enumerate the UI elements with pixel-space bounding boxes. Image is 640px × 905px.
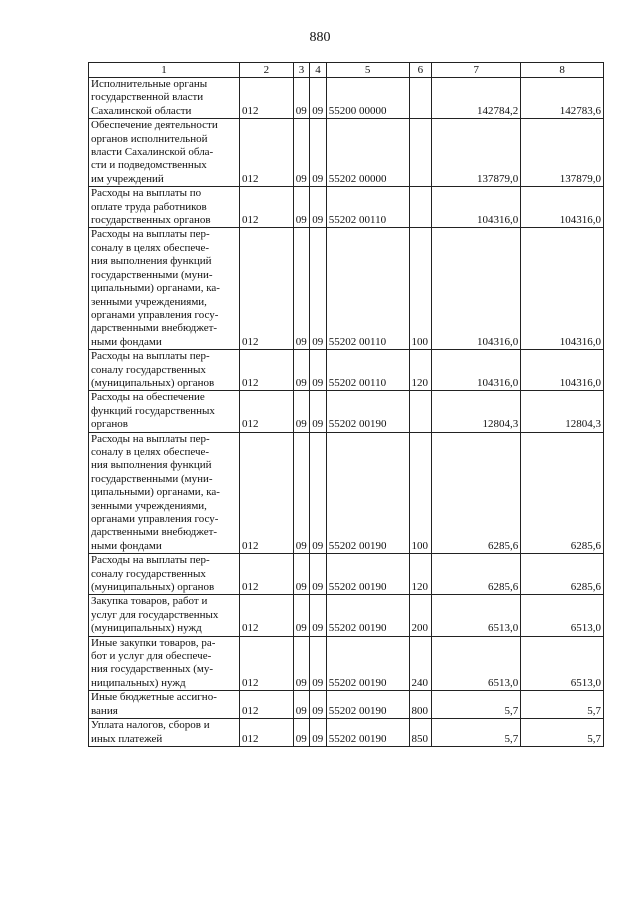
description-line: ными фондами [91, 539, 162, 552]
subsection-code-cell: 09 [310, 391, 327, 432]
expense-type-cell: 100 [409, 228, 432, 350]
ministry-code-cell: 012 [239, 391, 293, 432]
description-line: Сахалинской области [91, 104, 192, 117]
description-line: ния выполнения функций [91, 255, 212, 268]
expense-type-cell [409, 78, 432, 119]
table-row [89, 350, 604, 391]
ministry-code-cell: 012 [239, 228, 293, 350]
ministry-code-cell: 012 [239, 691, 293, 719]
description-line: Обеспечение деятельности [91, 119, 218, 132]
description-line: ципальными) органами, ка- [91, 282, 220, 295]
amount-cell-year-2: 104316,0 [521, 228, 604, 350]
section-code-cell: 09 [293, 350, 310, 391]
amount-cell-year-2: 142783,6 [521, 78, 604, 119]
ministry-code-cell: 012 [239, 595, 293, 636]
target-article-cell: 55202 00190 [326, 719, 409, 747]
table-body [89, 78, 604, 747]
ministry-code-cell: 012 [239, 78, 293, 119]
section-code-cell: 09 [293, 78, 310, 119]
amount-cell-year-2: 6513,0 [521, 595, 604, 636]
description-line: органами управления госу- [91, 513, 219, 525]
description-line: Расходы на выплаты пер- [91, 432, 210, 445]
amount-cell-year-2: 5,7 [521, 691, 604, 719]
target-article-cell: 55202 00000 [326, 119, 409, 187]
ministry-code-cell: 012 [239, 554, 293, 595]
description-line: Расходы на выплаты пер- [91, 228, 210, 241]
description-line: ципальными) органами, ка- [91, 486, 220, 499]
description-line: сти и подведомственных [91, 159, 207, 172]
description-line: Закупка товаров, работ и [91, 595, 208, 608]
amount-cell-year-1: 137879,0 [432, 119, 521, 187]
description-line: зенными учреждениями, [91, 295, 207, 308]
table-row [89, 228, 604, 350]
description-line: оплате труда работников [91, 200, 207, 213]
expense-type-cell [409, 119, 432, 187]
description-cell [89, 119, 240, 187]
target-article-cell: 55200 00000 [326, 78, 409, 119]
description-line: ния выполнения функций [91, 459, 212, 472]
description-cell [89, 691, 240, 719]
target-article-cell: 55202 00110 [326, 350, 409, 391]
amount-cell-year-2: 6285,6 [521, 554, 604, 595]
description-line: Расходы на выплаты пер- [91, 350, 210, 363]
description-line: соналу в целях обеспече- [91, 445, 210, 458]
description-line: Уплата налогов, сборов и [91, 719, 210, 732]
description-cell [89, 719, 240, 747]
expense-type-cell [409, 187, 432, 228]
ministry-code-cell: 012 [239, 432, 293, 554]
column-header: 1 [89, 63, 240, 78]
ministry-code-cell: 012 [239, 119, 293, 187]
description-line: бот и услуг для обеспече- [91, 650, 212, 663]
expense-type-cell: 100 [409, 432, 432, 554]
subsection-code-cell: 09 [310, 719, 327, 747]
amount-cell-year-2: 137879,0 [521, 119, 604, 187]
section-code-cell: 09 [293, 691, 310, 719]
expense-type-cell: 850 [409, 719, 432, 747]
column-header: 7 [432, 63, 521, 78]
ministry-code-cell: 012 [239, 719, 293, 747]
column-header: 8 [521, 63, 604, 78]
table-row [89, 719, 604, 747]
table-row [89, 187, 604, 228]
description-line: Расходы на выплаты пер- [91, 554, 210, 567]
subsection-code-cell: 09 [310, 636, 327, 691]
column-header: 5 [326, 63, 409, 78]
description-line: Иные закупки товаров, ра- [91, 636, 216, 649]
amount-cell-year-1: 12804,3 [432, 391, 521, 432]
subsection-code-cell: 09 [310, 119, 327, 187]
amount-cell-year-1: 5,7 [432, 691, 521, 719]
table-row [89, 636, 604, 691]
target-article-cell: 55202 00110 [326, 228, 409, 350]
description-line: вания [91, 704, 118, 717]
subsection-code-cell: 09 [310, 187, 327, 228]
description-line: соналу государственных [91, 567, 206, 580]
description-line: соналу в целях обеспече- [91, 241, 210, 254]
section-code-cell: 09 [293, 391, 310, 432]
table-row [89, 432, 604, 554]
description-cell [89, 595, 240, 636]
section-code-cell: 09 [293, 228, 310, 350]
subsection-code-cell: 09 [310, 228, 327, 350]
description-line: Иные бюджетные ассигно- [91, 691, 217, 704]
subsection-code-cell: 09 [310, 691, 327, 719]
target-article-cell: 55202 00190 [326, 554, 409, 595]
expense-type-cell: 240 [409, 636, 432, 691]
table-row [89, 554, 604, 595]
section-code-cell: 09 [293, 554, 310, 595]
target-article-cell: 55202 00190 [326, 636, 409, 691]
description-line: ниципальных) нужд [91, 676, 186, 689]
description-line: ния государственных (му- [91, 663, 214, 676]
description-line: Расходы на выплаты по [91, 187, 202, 200]
table-row [89, 391, 604, 432]
subsection-code-cell: 09 [310, 595, 327, 636]
expense-type-cell: 120 [409, 350, 432, 391]
section-code-cell: 09 [293, 119, 310, 187]
description-line: государственной власти [91, 91, 204, 104]
amount-cell-year-2: 5,7 [521, 719, 604, 747]
description-line: органов исполнительной [91, 132, 208, 145]
description-line: соналу государственных [91, 363, 206, 376]
budget-table [88, 62, 604, 747]
description-line: функций государственных [91, 404, 215, 417]
expense-type-cell [409, 391, 432, 432]
header-row [89, 63, 604, 78]
amount-cell-year-2: 104316,0 [521, 350, 604, 391]
table-row [89, 691, 604, 719]
description-line: Исполнительные органы [91, 78, 208, 90]
description-line: государственными (муни- [91, 472, 213, 485]
description-cell [89, 636, 240, 691]
ministry-code-cell: 012 [239, 636, 293, 691]
ministry-code-cell: 012 [239, 187, 293, 228]
amount-cell-year-2: 12804,3 [521, 391, 604, 432]
column-header: 6 [409, 63, 432, 78]
amount-cell-year-1: 6285,6 [432, 432, 521, 554]
description-line: дарственными внебюджет- [91, 322, 218, 335]
description-line: дарственными внебюджет- [91, 526, 218, 539]
target-article-cell: 55202 00110 [326, 187, 409, 228]
description-line: власти Сахалинской обла- [91, 146, 214, 159]
subsection-code-cell: 09 [310, 78, 327, 119]
expense-type-cell: 800 [409, 691, 432, 719]
description-cell [89, 432, 240, 554]
amount-cell-year-1: 104316,0 [432, 187, 521, 228]
amount-cell-year-1: 5,7 [432, 719, 521, 747]
description-line: ными фондами [91, 335, 162, 348]
description-line: услуг для государственных [91, 608, 219, 621]
description-line: (муниципальных) органов [91, 376, 215, 389]
target-article-cell: 55202 00190 [326, 391, 409, 432]
description-line: органов [91, 418, 128, 431]
description-cell [89, 187, 240, 228]
table-row [89, 595, 604, 636]
amount-cell-year-1: 6513,0 [432, 595, 521, 636]
amount-cell-year-2: 104316,0 [521, 187, 604, 228]
description-line: органами управления госу- [91, 308, 219, 321]
ministry-code-cell: 012 [239, 350, 293, 391]
description-cell [89, 78, 240, 119]
description-cell [89, 554, 240, 595]
description-cell [89, 391, 240, 432]
amount-cell-year-1: 104316,0 [432, 350, 521, 391]
target-article-cell: 55202 00190 [326, 432, 409, 554]
column-header: 3 [293, 63, 310, 78]
description-line: иных платежей [91, 732, 163, 745]
section-code-cell: 09 [293, 636, 310, 691]
target-article-cell: 55202 00190 [326, 595, 409, 636]
description-line: Расходы на обеспечение [91, 391, 205, 404]
description-line: им учреждений [91, 172, 164, 185]
description-line: государственными (муни- [91, 268, 213, 281]
table-row [89, 78, 604, 119]
description-line: государственных органов [91, 214, 211, 227]
column-header: 2 [239, 63, 293, 78]
description-line: (муниципальных) нужд [91, 622, 202, 635]
subsection-code-cell: 09 [310, 554, 327, 595]
target-article-cell: 55202 00190 [326, 691, 409, 719]
amount-cell-year-2: 6285,6 [521, 432, 604, 554]
amount-cell-year-1: 104316,0 [432, 228, 521, 350]
amount-cell-year-2: 6513,0 [521, 636, 604, 691]
column-header: 4 [310, 63, 327, 78]
description-cell [89, 350, 240, 391]
description-line: (муниципальных) органов [91, 581, 215, 594]
section-code-cell: 09 [293, 432, 310, 554]
description-line: зенными учреждениями, [91, 499, 207, 512]
section-code-cell: 09 [293, 595, 310, 636]
amount-cell-year-1: 6285,6 [432, 554, 521, 595]
table-row [89, 119, 604, 187]
amount-cell-year-1: 142784,2 [432, 78, 521, 119]
page-number: 880 [309, 30, 331, 45]
section-code-cell: 09 [293, 719, 310, 747]
amount-cell-year-1: 6513,0 [432, 636, 521, 691]
section-code-cell: 09 [293, 187, 310, 228]
description-cell [89, 228, 240, 350]
expense-type-cell: 120 [409, 554, 432, 595]
subsection-code-cell: 09 [310, 350, 327, 391]
expense-type-cell: 200 [409, 595, 432, 636]
subsection-code-cell: 09 [310, 432, 327, 554]
